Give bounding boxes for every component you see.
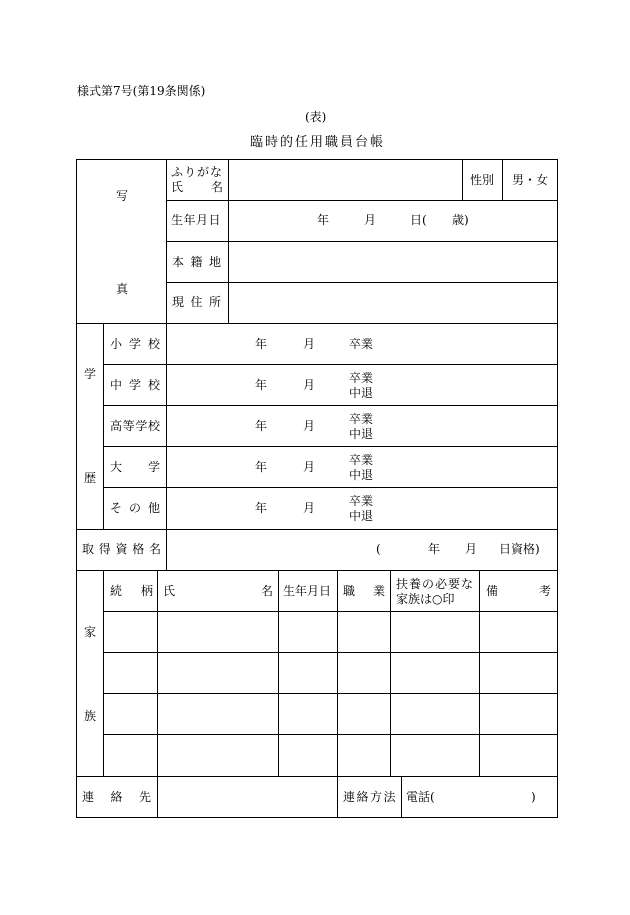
- gender-options: 男・女: [512, 173, 549, 187]
- family-section-label-bottom: 族: [84, 709, 97, 723]
- birthdate-month-unit: 月: [364, 213, 377, 227]
- education-school-label: 高等学校: [110, 419, 160, 433]
- education-status-withdrawn: 中退: [349, 386, 374, 400]
- education-status-graduated: 卒業: [349, 337, 374, 351]
- education-status-graduated: 卒業: [349, 453, 374, 467]
- family-row-1-remarks-cell: [479, 611, 558, 653]
- family-row-1-occupation-cell: [337, 611, 391, 653]
- family-row-4-relationship-cell: [103, 734, 158, 777]
- address-value-cell: [228, 282, 558, 324]
- education-status-withdrawn: 中退: [349, 468, 374, 482]
- education-school-label: 小 学 校: [110, 337, 160, 351]
- family-section-label-top: 家: [84, 625, 97, 639]
- family-relationship-header: 続 柄: [110, 584, 153, 598]
- education-status-graduated: 卒業: [349, 494, 374, 508]
- family-row-4-occupation-cell: [337, 734, 391, 777]
- domicile-value-cell: [228, 241, 558, 283]
- birthdate-year-unit: 年: [317, 213, 330, 227]
- contact-phone-close: ): [531, 790, 536, 804]
- contact-phone-open: 電話(: [406, 790, 435, 804]
- education-status-withdrawn: 中退: [349, 509, 374, 523]
- family-row-3-remarks-cell: [479, 693, 558, 735]
- family-occupation-header: 職 業: [343, 584, 385, 598]
- qualification-year-unit: 年: [428, 542, 441, 556]
- education-month-unit: 月: [303, 501, 316, 515]
- education-month-unit: 月: [303, 378, 316, 392]
- family-section-cell: [76, 570, 104, 777]
- birthdate-label: 生年月日: [171, 213, 222, 227]
- side-marker: (表): [305, 110, 327, 124]
- family-row-2-occupation-cell: [337, 652, 391, 694]
- education-section-cell: [76, 323, 104, 530]
- family-row-1-relationship-cell: [103, 611, 158, 653]
- family-row-1-dependent-cell: [390, 611, 480, 653]
- family-row-2-remarks-cell: [479, 652, 558, 694]
- qualification-label: 取 得 資 格 名: [82, 542, 161, 556]
- education-year-unit: 年: [255, 419, 268, 433]
- education-section-label-top: 学: [84, 367, 97, 381]
- family-row-4-name-cell: [157, 734, 279, 777]
- education-section-label-bottom: 歴: [84, 471, 97, 485]
- photo-label-bottom: 真: [116, 282, 129, 296]
- family-row-4-remarks-cell: [479, 734, 558, 777]
- family-row-3-dependent-cell: [390, 693, 480, 735]
- family-remarks-header: 備 考: [486, 584, 551, 598]
- family-name-header: 氏 名: [163, 584, 273, 598]
- form-number: 様式第7号(第19条関係): [77, 84, 206, 98]
- contact-label: 連 絡 先: [82, 790, 151, 804]
- photo-cell: [76, 159, 167, 324]
- education-status-graduated: 卒業: [349, 371, 374, 385]
- contact-method-label: 連絡方法: [343, 790, 398, 804]
- qualification-paren-open: (: [376, 542, 381, 556]
- name-value-cell: [228, 159, 463, 201]
- family-dependent-header-line1: 扶養の必要な: [396, 577, 475, 591]
- family-row-4-dependent-cell: [390, 734, 480, 777]
- furigana-label: ふりがな: [171, 165, 224, 179]
- family-dependent-header-line2: 家族は○印: [396, 592, 455, 606]
- qualification-month-unit: 月: [465, 542, 478, 556]
- birthdate-day-unit: 日(: [410, 213, 427, 227]
- family-row-4-birthdate-cell: [278, 734, 338, 777]
- education-month-unit: 月: [303, 337, 316, 351]
- domicile-label: 本 籍 地: [172, 255, 221, 269]
- education-school-label: 中 学 校: [110, 378, 160, 392]
- family-row-3-occupation-cell: [337, 693, 391, 735]
- gender-label: 性別: [470, 173, 495, 187]
- family-row-3-relationship-cell: [103, 693, 158, 735]
- family-birthdate-header: 生年月日: [283, 584, 332, 598]
- family-row-1-name-cell: [157, 611, 279, 653]
- family-row-3-name-cell: [157, 693, 279, 735]
- education-month-unit: 月: [303, 460, 316, 474]
- photo-label-top: 写: [116, 189, 129, 203]
- education-month-unit: 月: [303, 419, 316, 433]
- family-row-2-birthdate-cell: [278, 652, 338, 694]
- family-row-1-birthdate-cell: [278, 611, 338, 653]
- family-row-2-name-cell: [157, 652, 279, 694]
- education-school-label: そ の 他: [110, 501, 160, 515]
- form-title: 臨時的任用職員台帳: [250, 135, 386, 150]
- education-year-unit: 年: [255, 501, 268, 515]
- family-row-3-birthdate-cell: [278, 693, 338, 735]
- name-label: 氏 名: [171, 180, 223, 194]
- address-label: 現 住 所: [172, 295, 221, 309]
- birthdate-age-unit: 歳): [452, 213, 469, 227]
- education-school-label: 大 学: [110, 460, 160, 474]
- education-year-unit: 年: [255, 460, 268, 474]
- family-row-2-dependent-cell: [390, 652, 480, 694]
- education-year-unit: 年: [255, 378, 268, 392]
- education-year-unit: 年: [255, 337, 268, 351]
- education-status-graduated: 卒業: [349, 412, 374, 426]
- birthdate-value-cell: [228, 200, 558, 242]
- education-status-withdrawn: 中退: [349, 427, 374, 441]
- family-row-2-relationship-cell: [103, 652, 158, 694]
- qualification-suffix: 日資格): [499, 542, 540, 556]
- contact-value-cell: [157, 776, 338, 818]
